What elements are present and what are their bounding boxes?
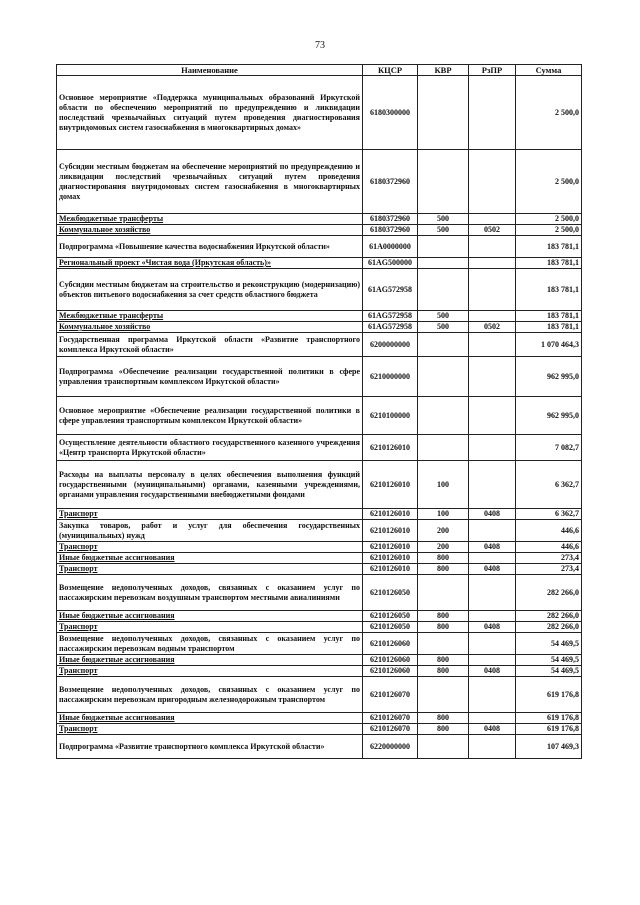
cell-kvr: 800 [418,611,469,622]
table-row [57,553,582,564]
cell-kcsr: 6210126070 [363,677,418,713]
cell-name: Субсидии местным бюджетам на обеспечение мероприятий по предупреждению и ликвидации последствий чрезвычайных ситуаций путем проведения диагностирования внутридомовых систем газоснабжения в многоквартирных домах [57,150,363,214]
cell-kvr: 200 [418,542,469,553]
table-row [57,258,582,269]
cell-kcsr: 6210000000 [363,357,418,397]
cell-kcsr: 61АG500000 [363,258,418,269]
cell-rzpr [469,397,516,435]
cell-kcsr: 6210126010 [363,520,418,542]
cell-name: Иные бюджетные ассигнования [57,713,363,724]
cell-kvr [418,575,469,611]
cell-rzpr [469,311,516,322]
cell-name: Транспорт [57,724,363,735]
header-kvr: КВР [418,65,469,76]
cell-kvr [418,269,469,311]
cell-sum: 962 995,0 [516,357,582,397]
cell-kcsr: 6210126070 [363,713,418,724]
cell-sum: 2 500,0 [516,214,582,225]
table-row [57,575,582,611]
cell-name: Коммунальное хозяйство [57,322,363,333]
cell-kcsr: 6220000000 [363,735,418,759]
page-number: 73 [315,40,325,51]
cell-sum: 273,4 [516,553,582,564]
cell-kvr: 500 [418,311,469,322]
cell-sum: 619 176,8 [516,724,582,735]
cell-sum: 1 070 464,3 [516,333,582,357]
cell-kvr: 500 [418,214,469,225]
cell-name: Осуществление деятельности областного государственного казенного учреждения «Центр транспорта Иркутской области» [57,435,363,461]
cell-name: Транспорт [57,622,363,633]
cell-rzpr [469,236,516,258]
cell-sum: 54 469,5 [516,655,582,666]
cell-name: Подпрограмма «Обеспечение реализации государственной политики в сфере управления транспортным комплексом Иркутской области» [57,357,363,397]
header-sum: Сумма [516,65,582,76]
cell-name: Основное мероприятие «Поддержка муниципальных образований Иркутской области по обеспечению мероприятий по предупреждению и ликвидации последствий чрезвычайных ситуаций путем проведения диагностирования внутридомовых систем газоснабжения в многоквартирных домах» [57,76,363,150]
cell-name: Межбюджетные трансферты [57,311,363,322]
cell-sum: 183 781,1 [516,311,582,322]
cell-rzpr [469,258,516,269]
cell-sum: 2 500,0 [516,225,582,236]
cell-sum: 183 781,1 [516,322,582,333]
table-row [57,461,582,509]
cell-name: Возмещение недополученных доходов, связанных с оказанием услуг по пассажирским перевозкам водным транспортом [57,633,363,655]
cell-kcsr: 6210126050 [363,611,418,622]
cell-kvr: 500 [418,225,469,236]
cell-name: Возмещение недополученных доходов, связанных с оказанием услуг по пассажирским перевозкам пригородным железнодорожным транспортом [57,677,363,713]
cell-kvr: 200 [418,520,469,542]
cell-kvr [418,677,469,713]
cell-rzpr: 0408 [469,666,516,677]
cell-name: Субсидии местным бюджетам на строительство и реконструкцию (модернизацию) объектов питьевого водоснабжения за счет средств областного бюджета [57,269,363,311]
cell-sum: 183 781,1 [516,236,582,258]
cell-name: Возмещение недополученных доходов, связанных с оказанием услуг по пассажирским перевозкам воздушным транспортом местными авиалиниями [57,575,363,611]
cell-sum: 2 500,0 [516,150,582,214]
cell-kcsr: 61АG572958 [363,311,418,322]
cell-sum: 54 469,5 [516,633,582,655]
cell-kvr: 800 [418,666,469,677]
header-rzpr: РзПР [469,65,516,76]
table-row [57,633,582,655]
cell-kvr [418,236,469,258]
cell-sum: 183 781,1 [516,269,582,311]
cell-rzpr [469,553,516,564]
cell-name: Иные бюджетные ассигнования [57,611,363,622]
cell-kcsr: 6180372960 [363,214,418,225]
cell-sum: 6 362,7 [516,461,582,509]
cell-kvr [418,435,469,461]
cell-sum: 54 469,5 [516,666,582,677]
cell-kcsr: 6210126060 [363,633,418,655]
cell-rzpr [469,611,516,622]
cell-name: Основное мероприятие «Обеспечение реализации государственной политики в сфере управления транспортным комплексом Иркутской области» [57,397,363,435]
cell-kvr: 800 [418,622,469,633]
cell-name: Региональный проект «Чистая вода (Иркутская область)» [57,258,363,269]
cell-kvr [418,76,469,150]
table-row [57,311,582,322]
cell-kcsr: 6210126050 [363,575,418,611]
cell-name: Государственная программа Иркутской области «Развитие транспортного комплекса Иркутской области» [57,333,363,357]
table-row [57,397,582,435]
cell-kcsr: 6180300000 [363,76,418,150]
table-row [57,677,582,713]
cell-kcsr: 6210126050 [363,622,418,633]
cell-kvr: 800 [418,724,469,735]
cell-sum: 282 266,0 [516,622,582,633]
cell-name: Подпрограмма «Развитие транспортного комплекса Иркутской области» [57,735,363,759]
cell-name: Закупка товаров, работ и услуг для обеспечения государственных (муниципальных) нужд [57,520,363,542]
cell-kcsr: 6210126010 [363,564,418,575]
cell-kvr [418,333,469,357]
cell-rzpr [469,269,516,311]
cell-rzpr [469,435,516,461]
cell-rzpr: 0408 [469,622,516,633]
table-body [57,76,582,759]
cell-kcsr: 6210126010 [363,435,418,461]
cell-rzpr [469,461,516,509]
table-row [57,322,582,333]
cell-name: Расходы на выплаты персоналу в целях обеспечения выполнения функций государственными (муниципальными) органами, казенными учреждениями, органами управления государственными внебюджетными фондами [57,461,363,509]
cell-name: Иные бюджетные ассигнования [57,655,363,666]
table-row [57,357,582,397]
cell-kvr: 100 [418,509,469,520]
table-row [57,214,582,225]
cell-kcsr: 6180372960 [363,225,418,236]
cell-rzpr: 0502 [469,225,516,236]
cell-name: Транспорт [57,666,363,677]
cell-kvr [418,150,469,214]
table-row [57,269,582,311]
cell-name: Транспорт [57,542,363,553]
cell-rzpr [469,520,516,542]
cell-kcsr: 6210126010 [363,461,418,509]
header-name: Наименование [57,65,363,76]
table-row [57,724,582,735]
table-row [57,435,582,461]
cell-kvr: 500 [418,322,469,333]
cell-kcsr: 6210126060 [363,666,418,677]
cell-rzpr [469,677,516,713]
cell-sum: 7 082,7 [516,435,582,461]
cell-sum: 6 362,7 [516,509,582,520]
cell-rzpr [469,713,516,724]
cell-name: Коммунальное хозяйство [57,225,363,236]
cell-kcsr: 6210126060 [363,655,418,666]
table-row [57,564,582,575]
table-row [57,655,582,666]
cell-kvr [418,735,469,759]
cell-kcsr: 6180372960 [363,150,418,214]
cell-kvr: 800 [418,655,469,666]
cell-sum: 446,6 [516,542,582,553]
cell-kvr [418,357,469,397]
cell-kcsr: 6200000000 [363,333,418,357]
cell-sum: 446,6 [516,520,582,542]
cell-kvr [418,633,469,655]
cell-rzpr [469,655,516,666]
table-header-row [57,65,582,76]
cell-rzpr [469,214,516,225]
cell-sum: 282 266,0 [516,611,582,622]
cell-rzpr [469,357,516,397]
header-kcsr: КЦСР [363,65,418,76]
cell-rzpr: 0408 [469,509,516,520]
cell-sum: 183 781,1 [516,258,582,269]
cell-kvr [418,258,469,269]
cell-kcsr: 6210100000 [363,397,418,435]
table-row [57,666,582,677]
table-row [57,225,582,236]
table-row [57,509,582,520]
cell-rzpr: 0408 [469,564,516,575]
cell-kcsr: 61А0000000 [363,236,418,258]
cell-name: Межбюджетные трансферты [57,214,363,225]
cell-kcsr: 6210126070 [363,724,418,735]
cell-name: Подпрограмма «Повышение качества водоснабжения Иркутской области» [57,236,363,258]
table-row [57,611,582,622]
cell-kvr: 100 [418,461,469,509]
table-row [57,333,582,357]
cell-rzpr [469,150,516,214]
table-row [57,622,582,633]
table-row [57,542,582,553]
cell-kcsr: 6210126010 [363,553,418,564]
cell-rzpr [469,76,516,150]
cell-kvr [418,397,469,435]
cell-sum: 282 266,0 [516,575,582,611]
cell-rzpr: 0408 [469,724,516,735]
cell-sum: 962 995,0 [516,397,582,435]
cell-rzpr: 0408 [469,542,516,553]
table-row [57,713,582,724]
cell-kcsr: 61АG572958 [363,269,418,311]
cell-rzpr [469,333,516,357]
table-row [57,76,582,150]
cell-kvr: 800 [418,564,469,575]
cell-sum: 2 500,0 [516,76,582,150]
cell-sum: 619 176,8 [516,713,582,724]
cell-kvr: 800 [418,553,469,564]
cell-sum: 107 469,3 [516,735,582,759]
cell-sum: 619 176,8 [516,677,582,713]
cell-name: Транспорт [57,509,363,520]
budget-table [56,64,582,759]
cell-kvr: 800 [418,713,469,724]
cell-rzpr [469,633,516,655]
table-row [57,236,582,258]
cell-rzpr [469,575,516,611]
cell-rzpr: 0502 [469,322,516,333]
cell-kcsr: 61АG572958 [363,322,418,333]
table-row [57,735,582,759]
cell-kcsr: 6210126010 [363,542,418,553]
cell-name: Иные бюджетные ассигнования [57,553,363,564]
cell-sum: 273,4 [516,564,582,575]
table-row [57,150,582,214]
cell-kcsr: 6210126010 [363,509,418,520]
table-row [57,520,582,542]
cell-rzpr [469,735,516,759]
cell-name: Транспорт [57,564,363,575]
